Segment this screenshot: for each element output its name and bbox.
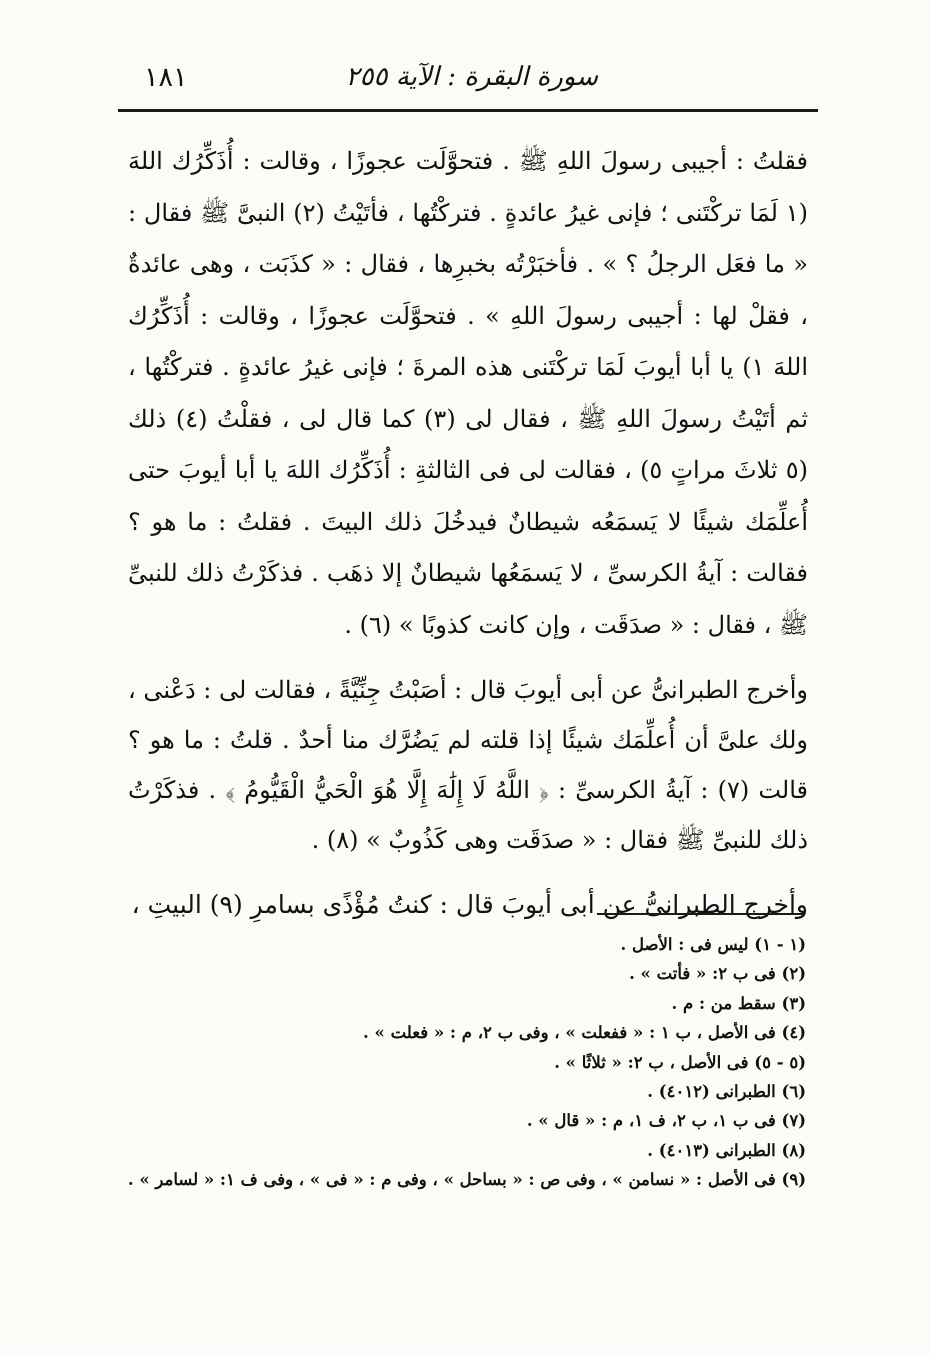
page-header bbox=[118, 56, 818, 112]
footnote-separator bbox=[597, 913, 805, 915]
running-title: سورة البقرة : الآية ٢٥٥ bbox=[345, 62, 598, 92]
footnotes bbox=[128, 930, 806, 1195]
paragraph: وأخرج الطبرانىُّ عن أبى أيوبَ قال : أصَبْتُ جِنِّيَّةً ، فقالت لى : دَعْنى ، ولك علىَّ أن أُعلِّمَك شيئًا إذا قلته لم يَضُرَّك منا أحدٌ . قلتُ : ما هو ؟ قالت (٧) : آيةُ الكرسىِّ : ﴿ اللَّهُ لَا إِلَٰهَ إِلَّا هُوَ الْحَيُّ الْقَيُّومُ ﴾ . فذكَرْتُ ذلك للنبىِّ ﷺ فقال : « صدَقَت وهى كَذُوبٌ » (٨) . bbox=[128, 676, 808, 854]
footnote: (٧) فى ب ١، ب ٢، ف ١، م : « قال » . bbox=[526, 1111, 806, 1131]
footnote: (٦) الطبرانى (٤٠١٢) . bbox=[647, 1082, 806, 1102]
paragraph: فقلتُ : أجيبى رسولَ اللهِ ﷺ . فتحوَّلَت عجوزًا ، وقالت : أُذَكِّرُك اللهَ (١ لَمَا تركْتَنى ؛ فإنى غيرُ عائدةٍ . فتركْتُها ، فأتَيْتُ (٢) النبىَّ ﷺ فقال : « ما فعَل الرجلُ ؟ » . فأخبَرْتُه بخبرِها ، فقال : « كذَبَت ، وهى عائدةٌ ، فقلْ لها : أجيبى رسولَ اللهِ » . فتحوَّلَت عجوزًا ، وقالت : أُذَكِّرُك اللهَ ١) يا أبا أيوبَ لَمَا تركْتَنى هذه المرةَ ؛ فإنى غيرُ عائدةٍ . فتركْتُها ، ثم أتَيْتُ رسولَ اللهِ ﷺ ، فقال لى (٣) كما قال لى ، فقلْتُ (٤) ذلك (٥ ثلاثَ مراتٍ ٥) ، فقالت لى فى الثالثةِ : أُذَكِّرُك اللهَ يا أبا أيوبَ حتى أُعلِّمَك شيئًا لا يَسمَعُه شيطانٌ فيدخُلَ ذلك البيتَ . فقلتُ : ما هو ؟ فقالت : آيةُ الكرسىِّ ، لا يَسمَعُها شيطانٌ إلا ذهَب . فذكَرْتُ ذلك للنبىِّ ﷺ ، فقال : « صدَقَت ، وإن كانت كذوبًا » (٦) . bbox=[128, 147, 809, 639]
footnote: (٢) فى ب ٢: « فأتت » . bbox=[629, 964, 806, 984]
header-rule bbox=[118, 109, 818, 112]
footnote: (١ - ١) ليس فى : الأصل . bbox=[620, 935, 806, 954]
page-number: ١٨١ bbox=[144, 62, 188, 93]
footnote: (٩) فى الأصل : « نسامن » ، وفى ص : « بساحل » ، وفى م : « فى » ، وفى ف ١: « لسامر » . bbox=[127, 1170, 806, 1190]
footnote: (٤) فى الأصل ، ب ١ : « ففعلت » ، وفى ب ٢، م : « فعلت » . bbox=[363, 1023, 806, 1043]
footnote: (٨) الطبرانى (٤٠١٣) . bbox=[647, 1140, 806, 1160]
main-text bbox=[128, 136, 808, 931]
footnote: (٥ - ٥) فى الأصل ، ب ٢: « ثلاثًا » . bbox=[554, 1052, 806, 1072]
footnote: (٣) سقط من : م . bbox=[671, 993, 806, 1013]
paragraph: وأخرج الطبرانىُّ عن أبى أيوبَ قال : كنتُ مُؤْذًى بسامرِ (٩) البيتِ ، bbox=[131, 890, 808, 919]
